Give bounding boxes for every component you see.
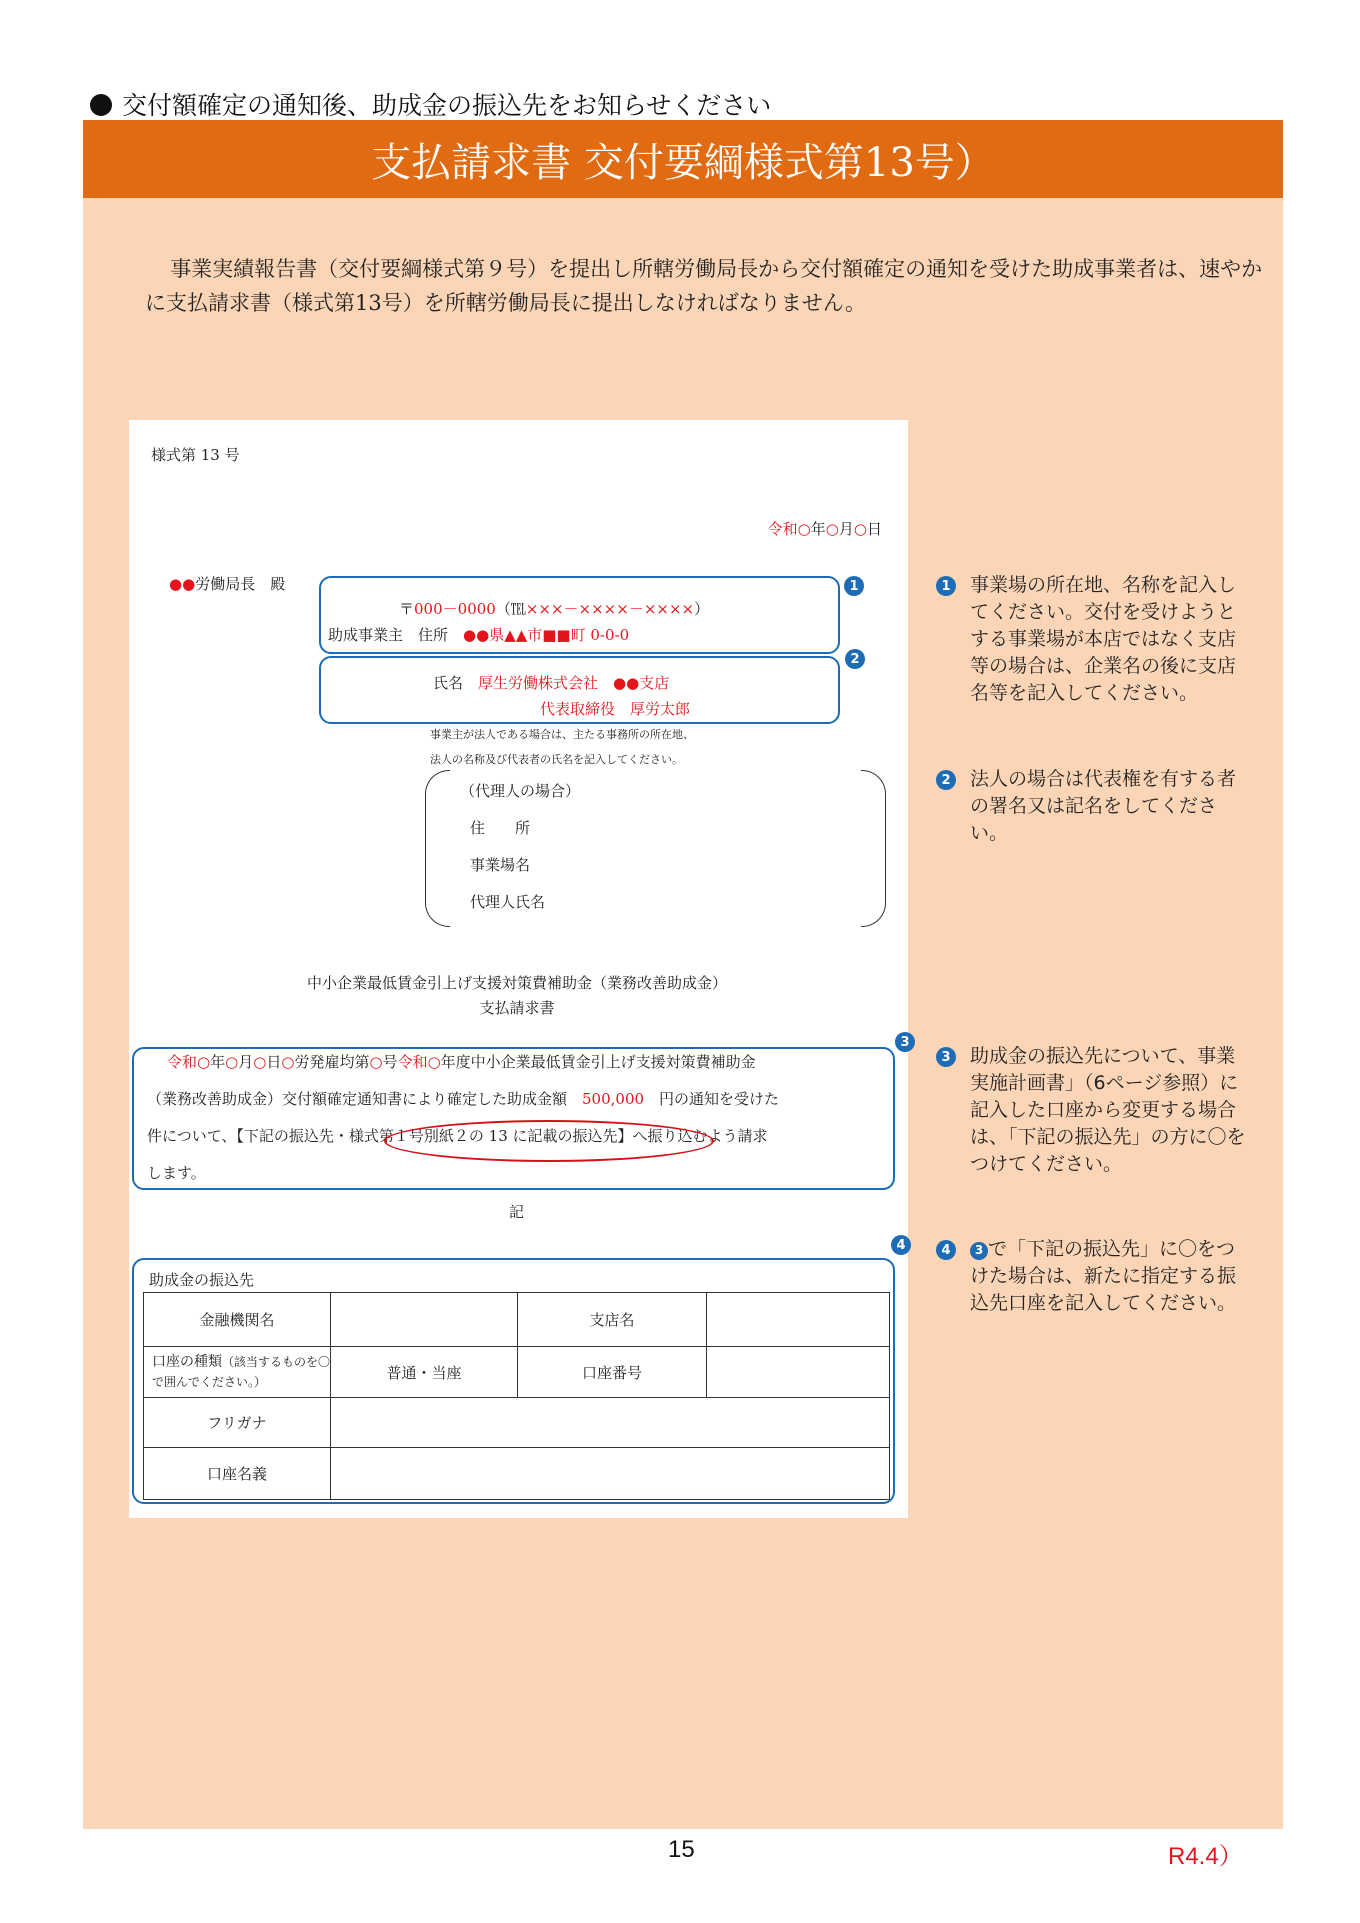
- postal-line: [399, 598, 709, 619]
- text-segment: ○: [197, 1053, 211, 1071]
- account-holder-field[interactable]: [331, 1448, 890, 1500]
- account-type-text: 口座の種類: [152, 1354, 222, 1370]
- text-segment: ×××－××××－××××: [525, 600, 695, 618]
- request-line-1: [167, 1051, 756, 1072]
- text-segment: ○: [253, 1053, 267, 1071]
- note-text: 事業場の所在地、名称を記入してください。交付を受けようとする事業場が本店ではなく支店等の場合は、企業名の後に支店名等を記入してください。: [970, 574, 1237, 704]
- address-line: [328, 624, 629, 645]
- text-segment: ○: [427, 1053, 441, 1071]
- text-segment: 000－0000: [414, 600, 496, 618]
- badge-3-icon: 3: [936, 1047, 956, 1067]
- agent-business-label: 事業場名: [470, 856, 531, 874]
- branch-name-label: 支店名: [518, 1293, 707, 1347]
- badge-2-icon: 2: [936, 770, 956, 790]
- corp-note-2: 法人の名称及び代表者の氏名を記入してください。: [430, 753, 683, 766]
- text-segment: （℡: [495, 600, 526, 618]
- request-line-4: [147, 1162, 206, 1183]
- table-row: [144, 1398, 890, 1448]
- text-segment: ○: [825, 520, 839, 538]
- name-line-2: [540, 698, 690, 719]
- form-date: [768, 518, 882, 539]
- note-2: [936, 766, 1246, 847]
- text-segment: 代表取締役 厚労太郎: [540, 700, 691, 718]
- text-segment: ○: [797, 520, 811, 538]
- agent-heading: （代理人の場合）: [460, 782, 581, 800]
- account-holder-label: 口座名義: [144, 1448, 331, 1500]
- revision-label: R4.4）: [1168, 1843, 1243, 1870]
- page-number: 15: [668, 1836, 695, 1863]
- badge-1-icon: 1: [844, 576, 864, 596]
- text-segment: ●●: [169, 575, 196, 593]
- text-segment: 500,000: [582, 1090, 645, 1108]
- form-sample: [129, 420, 908, 1518]
- text-segment: 令和: [767, 520, 798, 538]
- badge-3-icon: 3: [895, 1032, 915, 1052]
- account-number-label: 口座番号: [518, 1347, 707, 1398]
- badge-1-icon: 1: [936, 576, 956, 596]
- text-segment: ○: [853, 520, 867, 538]
- text-segment: 件について、【下記の振込先・様式第１号別紙２の 13 に記載の振込先】へ振り込むよう請求: [147, 1127, 768, 1145]
- note-text: 助成金の振込先について、事業実施計画書」（6ページ参照）に記入した口座から変更する場合は、「下記の振込先」の方に〇をつけてください。: [970, 1045, 1246, 1175]
- table-row: [144, 1448, 890, 1500]
- table-row: [144, 1347, 890, 1398]
- note-text: で「下記の振込先」に〇をつけた場合は、新たに指定する振込先口座を記入してください。: [970, 1238, 1237, 1314]
- agent-name-label: 代理人氏名: [470, 893, 546, 911]
- page-title: 支払請求書 交付要綱様式第13号）: [371, 139, 995, 186]
- text-segment: 日: [866, 520, 882, 538]
- text-segment: 日: [266, 1053, 282, 1071]
- doc-title-2: 支払請求書: [479, 999, 555, 1017]
- note-3: [936, 1043, 1246, 1178]
- text-segment: 厚生労働株式会社 ●●支店: [478, 674, 670, 692]
- account-type-label: [144, 1347, 331, 1398]
- bullet-icon: [90, 94, 112, 116]
- text-segment: 年: [810, 520, 826, 538]
- bank-table: [143, 1292, 890, 1500]
- text-segment: 円の通知を受けた: [644, 1090, 780, 1108]
- intro-paragraph: 事業実績報告書（交付要綱様式第９号）を提出し所轄労働局長から交付額確定の通知を受けた助成事業者は、速やかに支払請求書（様式第13号）を所轄労働局長に提出しなければなりません。: [145, 257, 1263, 315]
- furigana-label: フリガナ: [144, 1398, 331, 1448]
- note-4: [936, 1236, 1246, 1317]
- text-segment: 令和: [397, 1053, 428, 1071]
- section-heading-text: 交付額確定の通知後、助成金の振込先をお知らせください: [122, 91, 772, 120]
- bank-name-field[interactable]: [331, 1293, 518, 1347]
- badge-2-icon: 2: [845, 649, 865, 669]
- text-segment: 氏名: [433, 674, 479, 692]
- text-segment: ）: [694, 600, 710, 618]
- text-segment: 年度中小企業最低賃金引上げ支援対策費補助金: [440, 1053, 756, 1071]
- text-segment: 労発雇均第: [294, 1053, 370, 1071]
- text-segment: 月: [238, 1053, 254, 1071]
- table-row: [144, 1293, 890, 1347]
- account-number-field[interactable]: [707, 1347, 890, 1398]
- account-type-note: （該当するものを〇で囲んでください。）: [152, 1355, 331, 1389]
- title-bar: [83, 120, 1283, 198]
- text-segment: 〒: [399, 600, 415, 618]
- text-segment: 令和: [167, 1053, 198, 1071]
- text-segment: ○: [225, 1053, 239, 1071]
- highlight-ellipse: [384, 1120, 714, 1162]
- bank-heading: 助成金の振込先: [149, 1271, 255, 1289]
- agent-address-label: 住 所: [470, 819, 531, 837]
- text-segment: します。: [147, 1164, 206, 1182]
- branch-name-field[interactable]: [707, 1293, 890, 1347]
- text-segment: 助成事業主 住所: [328, 626, 464, 644]
- text-segment: 労働局長 殿: [195, 575, 286, 593]
- corp-note-1: 事業主が法人である場合は、主たる事務所の所在地、: [430, 728, 694, 741]
- text-segment: ○: [281, 1053, 295, 1071]
- ki-label: 記: [509, 1203, 525, 1221]
- text-segment: （業務改善助成金）交付額確定通知書により確定した助成金額: [147, 1090, 583, 1108]
- badge-3-ref-icon: 3: [970, 1242, 988, 1260]
- text-segment: 年: [210, 1053, 226, 1071]
- note-text: 法人の場合は代表権を有する者の署名又は記名をしてください。: [970, 768, 1237, 844]
- form-number: 様式第 13 号: [151, 446, 240, 464]
- text-segment: ○: [369, 1053, 383, 1071]
- badge-4-icon: 4: [936, 1240, 956, 1260]
- request-line-2: [147, 1088, 779, 1109]
- account-type-value[interactable]: 普通・当座: [331, 1347, 518, 1398]
- furigana-field[interactable]: [331, 1398, 890, 1448]
- doc-title-1: 中小企業最低賃金引上げ支援対策費補助金（業務改善助成金）: [306, 974, 728, 992]
- bank-name-label: 金融機関名: [144, 1293, 331, 1347]
- addressee: [169, 573, 285, 594]
- text-segment: ●●県▲▲市■■町 0-0-0: [463, 626, 630, 644]
- name-line-1: [433, 672, 669, 693]
- text-segment: 月: [838, 520, 854, 538]
- badge-4-icon: 4: [891, 1235, 911, 1255]
- note-1: [936, 572, 1246, 707]
- section-heading: [90, 86, 771, 122]
- text-segment: 号: [382, 1053, 398, 1071]
